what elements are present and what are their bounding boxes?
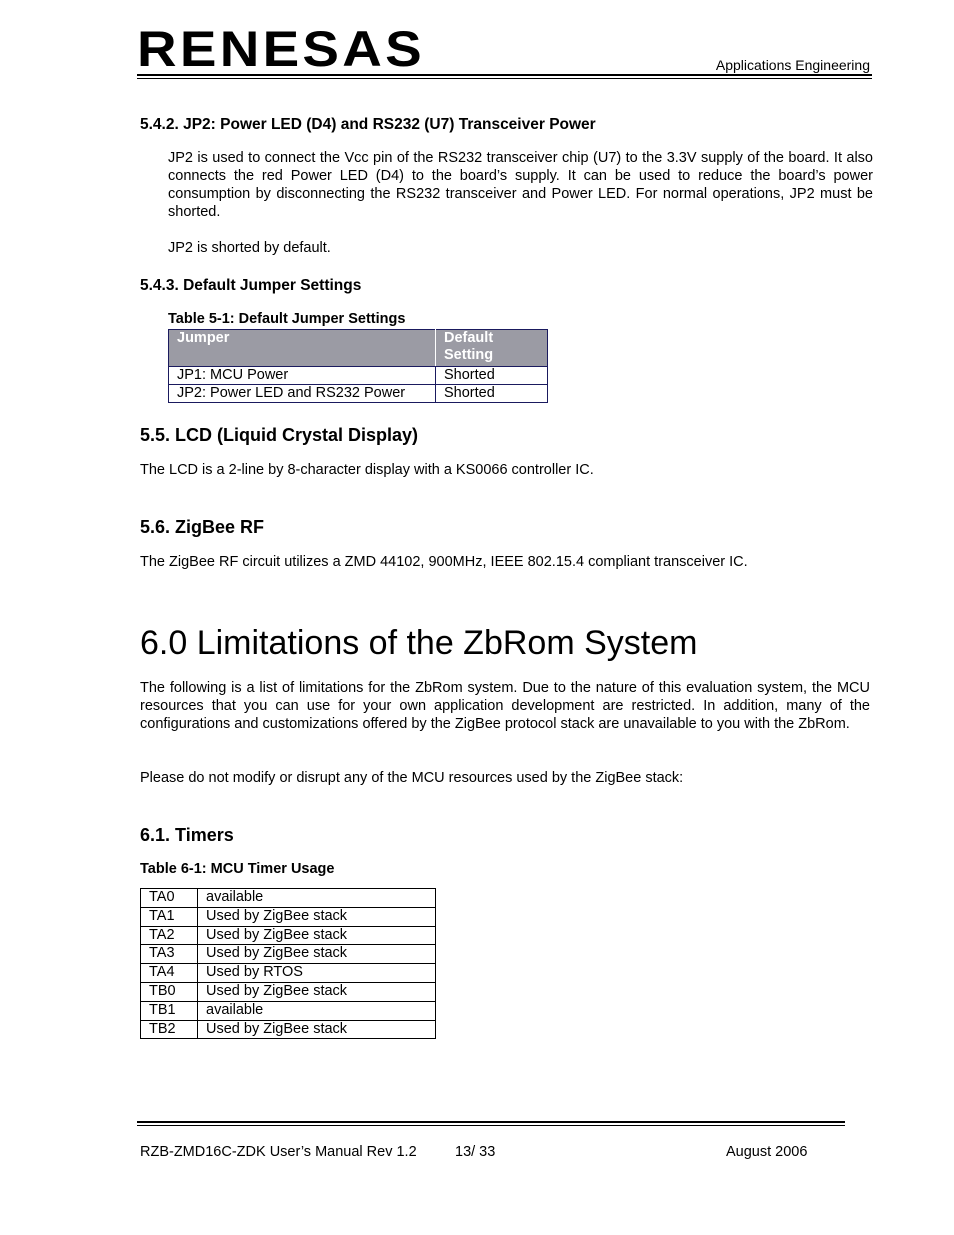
table-row <box>169 367 548 385</box>
usage-cell: Used by ZigBee stack <box>198 945 436 964</box>
default-jumper-table <box>168 329 548 403</box>
table-row <box>141 982 436 1001</box>
table-row <box>169 385 548 403</box>
heading-5-4-2: 5.4.2. JP2: Power LED (D4) and RS232 (U7) Transceiver Power <box>140 116 596 133</box>
usage-cell: Used by ZigBee stack <box>198 1020 436 1039</box>
mcu-timer-table <box>140 888 436 1039</box>
footer-page-number: 13/ 33 <box>455 1144 496 1160</box>
paragraph-jp2-description: JP2 is used to connect the Vcc pin of the RS232 transceiver chip (U7) to the 3.3V supply of the board. It also connects the red Power LED (D4) to the board’s supply. It can be used to reduce the board’s power consumption by disconnecting the RS232 transceiver and Power LED. For normal operations, JP2 must be shorted. <box>168 150 873 220</box>
heading-6-1: 6.1. Timers <box>140 825 234 845</box>
timer-cell: TA2 <box>141 926 198 945</box>
usage-cell: Used by RTOS <box>198 964 436 983</box>
heading-5-5: 5.5. LCD (Liquid Crystal Display) <box>140 425 419 445</box>
table-row <box>141 1020 436 1039</box>
heading-5-6: 5.6. ZigBee RF <box>140 517 265 537</box>
heading-6-0: 6.0 Limitations of the ZbRom System <box>140 624 698 662</box>
setting-cell: Shorted <box>436 367 548 385</box>
usage-cell: available <box>198 1001 436 1020</box>
paragraph-lcd: The LCD is a 2-line by 8-character display with a KS0066 controller IC. <box>140 462 594 478</box>
timer-cell: TA3 <box>141 945 198 964</box>
table-row <box>141 889 436 908</box>
column-header-default-setting: Default Setting <box>436 330 548 367</box>
timer-cell: TB0 <box>141 982 198 1001</box>
usage-cell: available <box>198 889 436 908</box>
timer-cell: TB1 <box>141 1001 198 1020</box>
setting-cell: Shorted <box>436 385 548 403</box>
footer-rule <box>137 1121 845 1123</box>
table-caption-6-1: Table 6-1: MCU Timer Usage <box>140 861 335 877</box>
logo-text: RENESAS <box>137 21 425 72</box>
jumper-cell: JP2: Power LED and RS232 Power <box>169 385 436 403</box>
usage-cell: Used by ZigBee stack <box>198 926 436 945</box>
table-row <box>141 907 436 926</box>
jumper-cell: JP1: MCU Power <box>169 367 436 385</box>
renesas-logo <box>137 20 427 72</box>
table-row <box>141 1001 436 1020</box>
usage-cell: Used by ZigBee stack <box>198 907 436 926</box>
paragraph-zigbee-rf: The ZigBee RF circuit utilizes a ZMD 44102, 900MHz, IEEE 802.15.4 compliant transceiver IC. <box>140 554 748 570</box>
header-label: Applications Engineering <box>715 57 870 73</box>
timer-cell: TB2 <box>141 1020 198 1039</box>
table-row <box>141 945 436 964</box>
column-header-jumper: Jumper <box>169 330 436 367</box>
footer-rule-thin <box>137 1125 845 1126</box>
table-row <box>141 964 436 983</box>
header-rule-thin <box>137 78 872 79</box>
timer-cell: TA4 <box>141 964 198 983</box>
table-row <box>141 926 436 945</box>
paragraph-limitations: The following is a list of limitations for the ZbRom system. Due to the nature of this evaluation system, the MCU resources that you can use for your own application development are restricted. In addition, many of the configurations and customizations offered by the ZigBee protocol stack are unavailable to you with the ZbRom. <box>140 680 870 732</box>
table-caption-5-1: Table 5-1: Default Jumper Settings <box>168 311 406 327</box>
footer-date: August 2006 <box>726 1144 808 1160</box>
timer-cell: TA0 <box>141 889 198 908</box>
usage-cell: Used by ZigBee stack <box>198 982 436 1001</box>
timer-cell: TA1 <box>141 907 198 926</box>
heading-5-4-3: 5.4.3. Default Jumper Settings <box>140 277 362 294</box>
paragraph-jp2-default: JP2 is shorted by default. <box>168 240 331 256</box>
header-rule <box>137 74 872 76</box>
table-header-row <box>169 330 548 367</box>
footer-manual-title: RZB-ZMD16C-ZDK User’s Manual Rev 1.2 <box>140 1144 417 1160</box>
paragraph-do-not-modify: Please do not modify or disrupt any of the MCU resources used by the ZigBee stack: <box>140 770 684 786</box>
